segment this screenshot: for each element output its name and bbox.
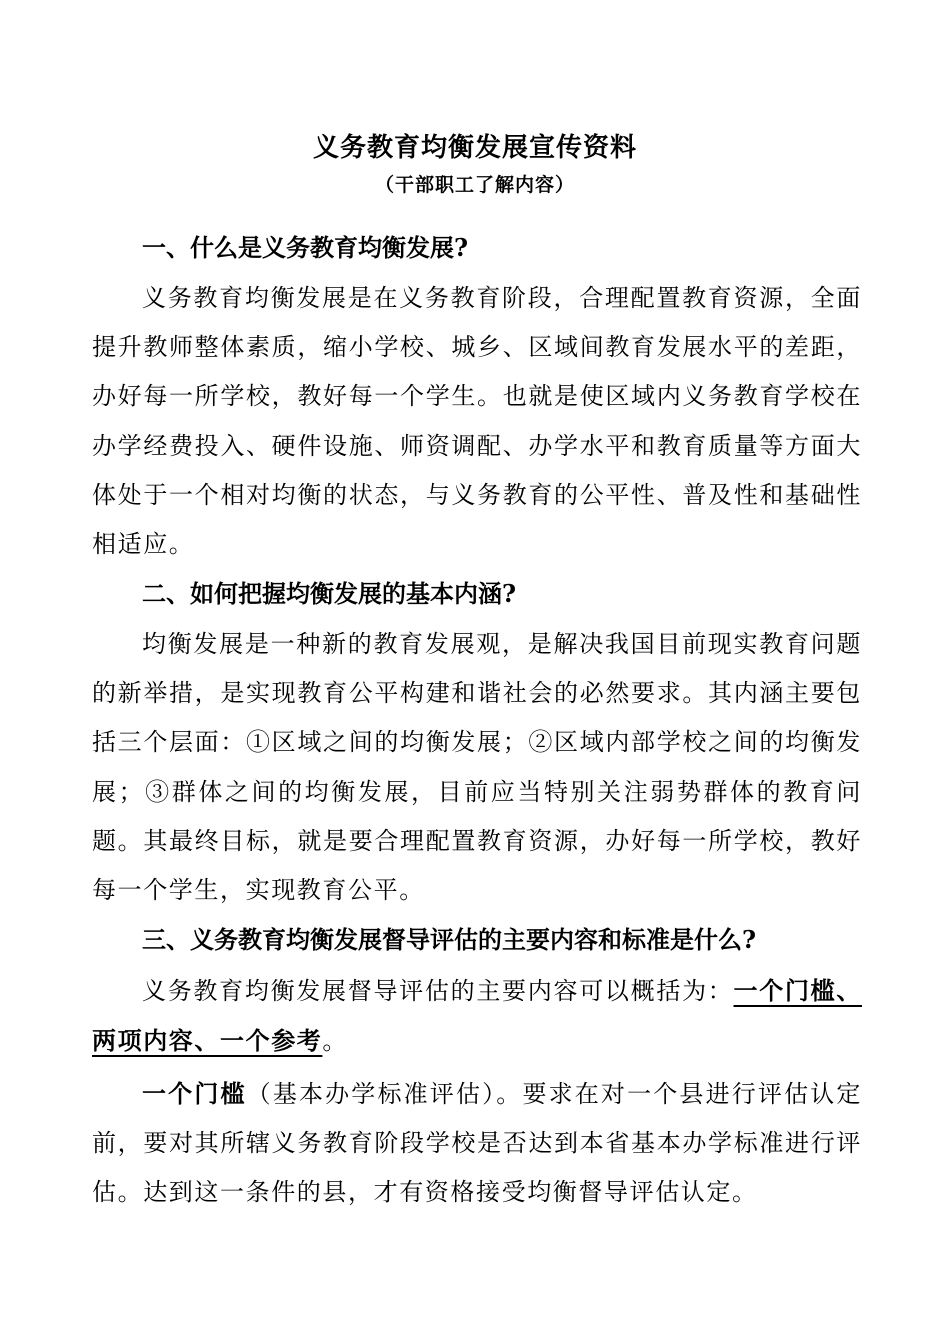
- threshold-body: （基本办学标准评估）。要求在对一个县进行评估认定前，要对其所辖义务教育阶段学校是否达到本省基本办学标准进行评估。达到这一条件的县，才有资格接受均衡督导评估认定。: [92, 1080, 862, 1207]
- section-2-heading: 二、如何把握均衡发展的基本内涵?: [142, 579, 517, 608]
- section-3-intro-end: 。: [322, 1027, 349, 1056]
- section-3-intro-text: 义务教育均衡发展督导评估的主要内容可以概括为：: [142, 977, 734, 1005]
- threshold-paragraph: [92, 1069, 862, 1218]
- section-3-intro: [92, 966, 862, 1066]
- section-3-heading: 三、义务教育均衡发展督导评估的主要内容和标准是什么?: [142, 925, 757, 954]
- threshold-term: 一个门槛: [142, 1079, 247, 1108]
- document-title: 义务教育均衡发展宣传资料: [312, 133, 637, 163]
- section-2-body: 均衡发展是一种新的教育发展观，是解决我国目前现实教育问题的新举措，是实现教育公平构建和谐社会的必然要求。其内涵主要包括三个层面：①区域之间的均衡发展；②区域内部学校之间的均衡发展；③群体之间的均衡发展，目前应当特别关注弱势群体的教育问题。其最终目标，就是要合理配置教育资源，办好每一所学校，教好每一个学生，实现教育公平。: [92, 630, 862, 905]
- section-1-body: 义务教育均衡发展是在义务教育阶段，合理配置教育资源，全面提升教师整体素质，缩小学校、城乡、区域间教育发展水平的差距，办好每一所学校，教好每一个学生。也就是使区域内义务教育学校在办学经费投入、硬件设施、师资调配、办学水平和教育质量等方面大体处于一个相对均衡的状态，与义务教育的公平性、普及性和基础性相适应。: [92, 284, 862, 559]
- section-1-heading: 一、什么是义务教育均衡发展?: [142, 233, 469, 262]
- document-subtitle: （干部职工了解内容）: [374, 174, 575, 196]
- section-3-intro-underlined: 一个门槛、两项内容、一个参考: [92, 976, 862, 1056]
